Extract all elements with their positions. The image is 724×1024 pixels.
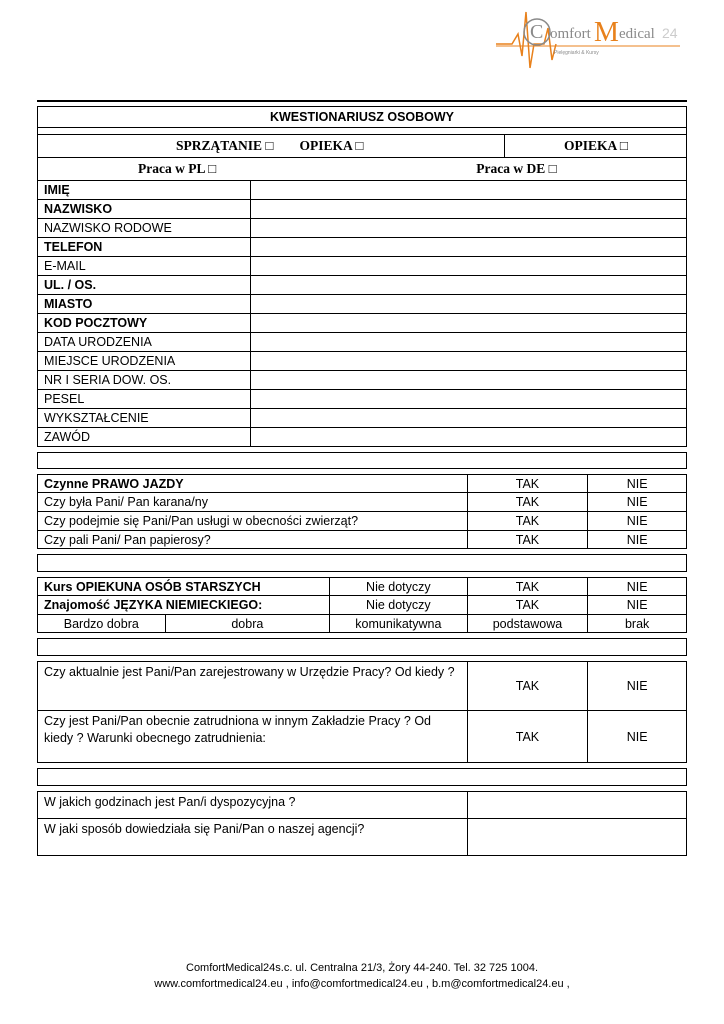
availability-row-hours (37, 791, 687, 819)
work-location-row (37, 158, 687, 181)
field-input[interactable] (250, 200, 686, 218)
top-rule (37, 100, 687, 102)
yes-option[interactable]: TAK (467, 578, 588, 595)
field-input[interactable] (250, 390, 686, 408)
personal-field-row (37, 257, 687, 276)
field-label: WYKSZTAŁCENIE (44, 411, 149, 425)
footer-address: ComfortMedical24s.c. ul. Centralna 21/3, Żory 44-240. Tel. 32 725 1004. (186, 962, 538, 974)
spacer-row (37, 452, 687, 469)
question-row-driving-license (37, 474, 687, 493)
spacer-row (37, 638, 687, 656)
no-option[interactable]: NIE (587, 596, 686, 614)
level-option[interactable]: podstawowa (467, 615, 588, 632)
personal-field-row (37, 428, 687, 447)
language-level-row (37, 615, 687, 633)
spacer-row (37, 554, 687, 572)
yes-option[interactable]: TAK (467, 662, 588, 710)
question-label: Czy pali Pani/ Pan papierosy? (44, 532, 211, 547)
service-sprzatanie[interactable]: SPRZĄTANIE □ (176, 138, 274, 153)
question-label: Czynne PRAWO JAZDY (44, 476, 184, 491)
field-input[interactable] (250, 276, 686, 294)
personal-field-row (37, 219, 687, 238)
level-option[interactable]: brak (587, 615, 686, 632)
no-option[interactable]: NIE (587, 475, 686, 492)
personal-field-row (37, 200, 687, 219)
employment-row-labour-office (37, 661, 687, 711)
field-label: MIEJSCE URODZENIA (44, 354, 176, 368)
form-title: KWESTIONARIUSZ OSOBOWY (269, 110, 455, 124)
personal-field-row (37, 390, 687, 409)
question-label: Czy jest Pani/Pan obecnie zatrudniona w innym Zakładzie Pracy ? Od kiedy ? Warunki obecnego zatrudnienia: (44, 714, 431, 745)
not-applicable-option[interactable]: Nie dotyczy (329, 578, 467, 595)
service-row (37, 135, 687, 158)
level-option[interactable]: komunikatywna (329, 615, 467, 632)
brand-part1: omfort (550, 26, 591, 42)
employment-row-other-employer (37, 711, 687, 763)
personal-field-row (37, 276, 687, 295)
yes-option[interactable]: TAK (467, 493, 588, 511)
field-input[interactable] (250, 371, 686, 389)
field-input[interactable] (250, 409, 686, 427)
field-input[interactable] (250, 181, 686, 199)
course-label: Kurs OPIEKUNA OSÓB STARSZYCH (44, 579, 261, 594)
personal-field-row (37, 295, 687, 314)
language-label: Znajomość JĘZYKA NIEMIECKIEGO: (44, 598, 263, 612)
language-row (37, 596, 687, 615)
personal-field-row (37, 333, 687, 352)
svg-text:C: C (530, 21, 544, 43)
svg-text:M: M (594, 17, 619, 48)
field-label: NAZWISKO (44, 202, 113, 216)
field-label: E-MAIL (44, 259, 86, 273)
personal-field-row (37, 409, 687, 428)
yes-option[interactable]: TAK (467, 531, 588, 548)
field-input[interactable] (250, 333, 686, 351)
service-opieka-de[interactable]: OPIEKA □ (504, 135, 686, 157)
no-option[interactable]: NIE (587, 531, 686, 548)
field-label: ZAWÓD (44, 430, 91, 444)
field-label: NAZWISKO RODOWE (44, 221, 172, 235)
availability-row-source (37, 819, 687, 856)
no-option[interactable]: NIE (587, 711, 686, 762)
comfort-medical-logo (492, 4, 684, 78)
field-label: NR I SERIA DOW. OS. (44, 373, 172, 387)
question-label: Czy aktualnie jest Pani/Pan zarejestrowany w Urzędzie Pracy? Od kiedy ? (44, 665, 455, 679)
answer-field[interactable] (467, 792, 686, 818)
question-label: Czy podejmie się Pani/Pan usługi w obecności zwierząt? (44, 514, 359, 528)
field-label: KOD POCZTOWY (44, 316, 148, 330)
field-label: MIASTO (44, 297, 93, 311)
no-option[interactable]: NIE (587, 578, 686, 595)
brand-suffix: 24 (662, 25, 678, 41)
level-option[interactable]: Bardzo dobra (63, 616, 139, 631)
footer-contacts: www.comfortmedical24.eu , info@comfortmedical24.eu , b.m@comfortmedical24.eu , (154, 978, 570, 990)
question-label: Czy była Pani/ Pan karana/ny (44, 495, 208, 509)
field-label: TELEFON (44, 240, 103, 254)
answer-field[interactable] (467, 819, 686, 855)
field-input[interactable] (250, 314, 686, 332)
title-row (37, 106, 687, 128)
spacer-row (37, 128, 687, 135)
not-applicable-option[interactable]: Nie dotyczy (329, 596, 467, 614)
yes-option[interactable]: TAK (467, 512, 588, 530)
personal-field-row (37, 181, 687, 200)
field-input[interactable] (250, 352, 686, 370)
field-label: IMIĘ (44, 183, 70, 197)
question-label: W jaki sposób dowiedziała się Pani/Pan o naszej agencji? (44, 822, 365, 836)
personal-field-row (37, 314, 687, 333)
field-input[interactable] (250, 238, 686, 256)
course-row (37, 577, 687, 596)
personal-data-table (37, 181, 687, 447)
question-row-animals (37, 512, 687, 531)
work-de-checkbox[interactable]: Praca w DE □ (476, 161, 557, 176)
no-option[interactable]: NIE (587, 662, 686, 710)
personal-field-row (37, 352, 687, 371)
field-input[interactable] (250, 219, 686, 237)
field-input[interactable] (250, 295, 686, 313)
work-pl-checkbox[interactable]: Praca w PL □ (138, 161, 217, 176)
no-option[interactable]: NIE (587, 493, 686, 511)
question-row-criminal-record (37, 493, 687, 512)
yes-option[interactable]: TAK (467, 596, 588, 614)
personal-field-row (37, 238, 687, 257)
questionnaire-form (37, 100, 687, 856)
brand-tagline: Pielęgniarki & Kursy (554, 50, 599, 56)
service-opieka-pl[interactable]: OPIEKA □ (299, 138, 364, 153)
personal-field-row (37, 371, 687, 390)
field-input[interactable] (250, 257, 686, 275)
spacer-row (37, 768, 687, 786)
brand-part2: edical (619, 26, 655, 42)
level-option[interactable]: dobra (165, 615, 329, 632)
field-input[interactable] (250, 428, 686, 446)
question-row-smoking (37, 531, 687, 549)
field-label: PESEL (44, 392, 85, 406)
yes-option[interactable]: TAK (467, 475, 588, 492)
no-option[interactable]: NIE (587, 512, 686, 530)
field-label: DATA URODZENIA (44, 335, 152, 349)
yes-option[interactable]: TAK (467, 711, 588, 762)
question-label: W jakich godzinach jest Pan/i dyspozycyjna ? (44, 795, 296, 809)
field-label: UL. / OS. (44, 278, 97, 292)
